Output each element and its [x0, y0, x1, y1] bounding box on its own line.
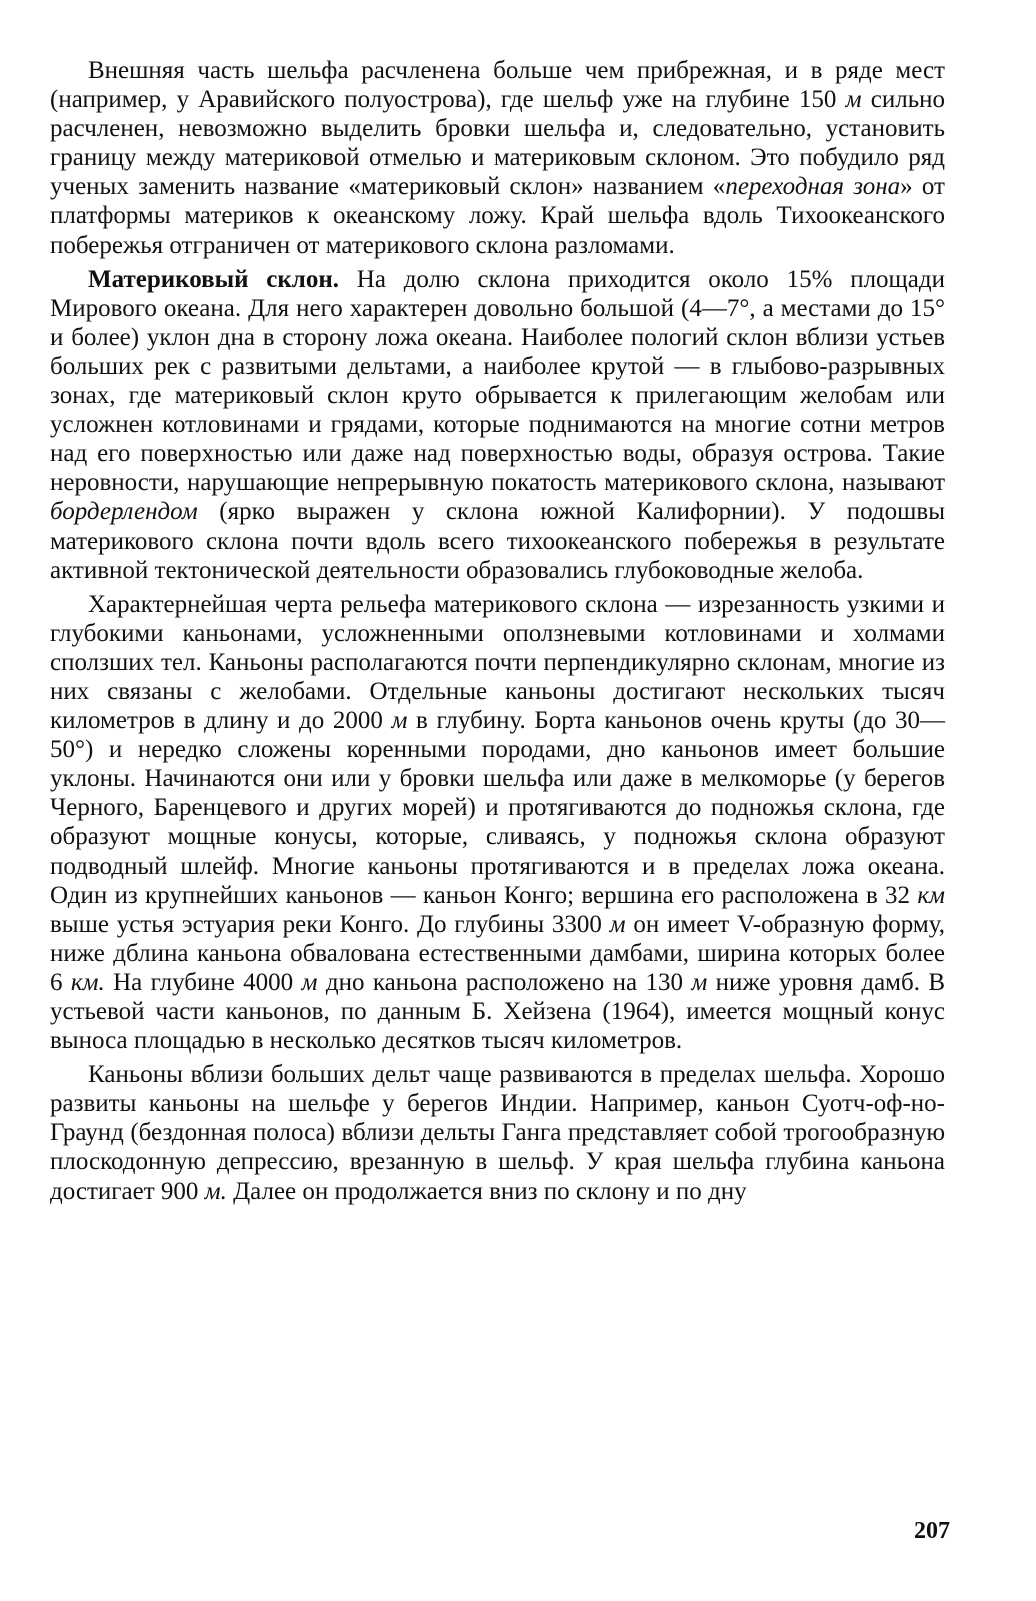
text-run: Характернейшая черта рельефа материкового склона — изрезанность узкими и глубокими каньонами, усложненными оползневыми котловинами и холмами сползших тел. Каньоны располагаются почти перпендикулярно склонам, многие из них связаны с желобами. Отдельные каньоны достигают нескольких тысяч километров в длину и до 2000 [50, 590, 945, 735]
text-run: ниже уровня дамб. В устьевой части каньонов, по данным Б. Хейзена (1964), имеется мощный конус выноса площадью в несколько десятков тысяч километров. [50, 968, 946, 1055]
text-run: сильно расчленен, невозможно выделить бровки шельфа и, следовательно, установить границу между материковой отмелью и материковым склоном. Это побудило ряд ученых заменить название «материковый склон» названием « [50, 86, 945, 201]
unit-meters: м [691, 968, 708, 996]
text-run: » от платформы материков к океанскому ложу. Край шельфа вдоль Тихоокеанского побережья отграничен от материкового склона разломами. [50, 173, 945, 259]
unit-kilometers: км. [70, 968, 105, 996]
text-run: Далее он продолжается вниз по склону и по дну [226, 1177, 747, 1205]
section-heading: Материковый склон. [88, 265, 339, 293]
text-run: Внешняя часть шельфа расчленена больше чем прибрежная, и в ряде мест (например, у Аравийского полуострова), где шельф уже на глубине 150 [50, 57, 945, 114]
text-run: в глубину. Борта каньонов очень круты (до 30—50°) и нередко сложены коренными породами, дно каньонов имеет большие уклоны. Начинаются они или у бровки шельфа или даже в мелкоморье (у берегов Черного, Баренцевого и других морей) и протягиваются до подножья склона, где образуют мощные конусы, которые, сливаясь, у подножья склона образуют подводный шлейф. Многие каньоны протягиваются и в пределах ложа океана. Один из крупнейших каньонов — каньон Конго; вершина его расположена в 32 [50, 707, 945, 909]
unit-meters: м [301, 968, 318, 996]
unit-meters: м [609, 910, 626, 938]
paragraph-continental-slope [50, 265, 945, 585]
unit-kilometers: км [917, 881, 945, 909]
unit-meters: м [391, 707, 408, 735]
text-run: Каньоны вблизи больших дельт чаще развиваются в пределах шельфа. Хорошо развиты каньоны на шельфе у берегов Индии. Например, каньон Суотч-оф-но-Граунд (бездонная полоса) вблизи дельты Ганга представляет собой трогообразную плоскодонную депрессию, врезанную в шельф. У края шельфа глубина каньона достигает 900 [50, 1061, 945, 1205]
text-run: (ярко выражен у склона южной Калифорнии). У подошвы материкового склона почти вдоль всего тихоокеанского побережья в результате активной тектонической деятельности образовались глубоководные желоба. [50, 498, 945, 584]
text-run: На глубине 4000 [104, 968, 302, 996]
text-run: он имеет V-образную форму, ниже дблина каньона обвалована естественными дамбами, ширина которых более 6 [50, 910, 945, 996]
text-run: дно каньона расположено на 130 [317, 968, 692, 996]
paragraph-canyons [50, 590, 945, 1056]
term-transition-zone: переходная зона [725, 173, 901, 201]
page-number: 207 [914, 1518, 950, 1544]
unit-meters: м [845, 86, 862, 114]
page-body [50, 56, 945, 1206]
paragraph-outer-shelf [50, 56, 945, 260]
text-run: На долю склона приходится около 15% площади Мирового океана. Для него характерен довольно большой (4—7°, а местами до 15° и более) уклон дна в сторону ложа океана. Наиболее пологий склон вблизи устьев больших рек с развитыми дельтами, а наиболее крутой — в глыбово-разрывных зонах, где материковый склон круто обрывается к прилегающим желобам или усложнен котловинами и грядами, которые поднимаются на многие сотни метров над его поверхностью или даже над поверхностью воды, образуя острова. Такие неровности, нарушающие непрерывную покатость материкового склона, называют [50, 265, 945, 497]
paragraph-delta-canyons [50, 1060, 945, 1205]
term-borderland: бордерлендом [50, 498, 198, 526]
text-run: выше устья эстуария реки Конго. До глубины 3300 [50, 910, 610, 938]
unit-meters: м. [204, 1177, 227, 1205]
